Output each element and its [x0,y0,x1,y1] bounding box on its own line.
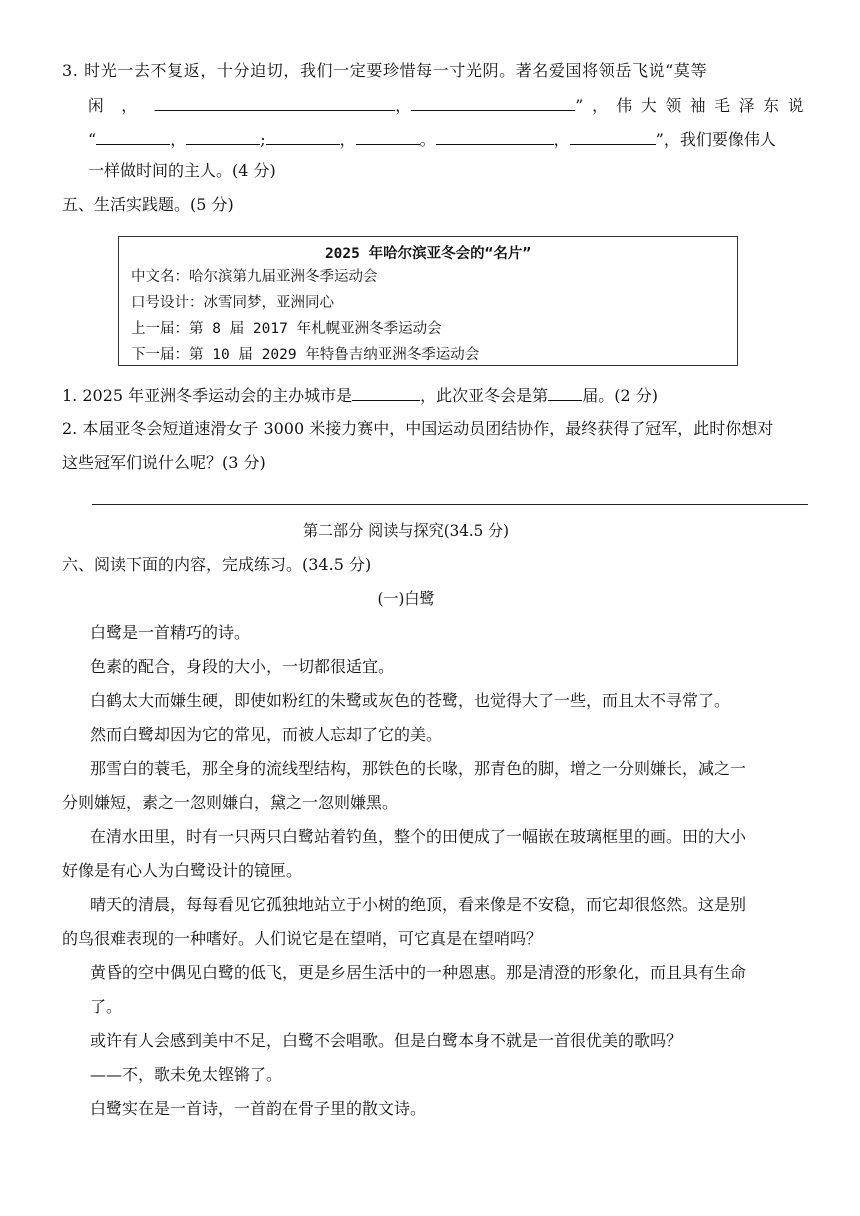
paragraph: 那雪白的蓑毛，那全身的流线型结构，那铁色的长喙，那青色的脚，增之一分则嫌长，减之一 [90,759,747,778]
answer-blank[interactable] [436,128,554,145]
answer-line[interactable] [92,504,808,505]
paragraph: 白鹭是一首精巧的诗。 [90,623,251,642]
answer-blank-edition[interactable] [548,384,582,401]
paragraph-cont: 好像是有心人为白鹭设计的镜匣。 [62,861,303,880]
q3-line4: 一样做时间的主人。(4 分) [88,161,276,180]
answer-blank[interactable] [266,128,340,145]
q3-line2-text: 闲， [88,96,155,115]
paragraph: 在清水田里，时有一只两只白鹭站着钓鱼，整个的田便成了一幅嵌在玻璃框里的画。田的大小 [90,827,747,846]
answer-blank[interactable] [356,128,420,145]
section5-q2-line1: 2. 本届亚冬会短道速滑女子 3000 米接力赛中，中国运动员团结协作，最终获得了冠军，此时你想对 [62,419,774,438]
answer-blank-city[interactable] [352,384,420,401]
q1-text-mid: ，此次亚冬会是第 [420,386,549,405]
answer-blank[interactable] [411,94,575,111]
q3-line2-sep: ， [395,96,411,115]
paragraph: 或许有人会感到美中不足，白鹭不会唱歌。但是白鹭本身不就是一首很优美的歌吗？ [90,1031,683,1050]
card-row-slogan: 口号设计：冰雪同梦，亚洲同心 [131,295,334,311]
paragraph-cont: 的鸟很难表现的一种嗜好。人们说它是在望哨，可它真是在望哨吗？ [62,929,543,948]
paragraph: 然而白鹭却因为它的常见，而被人忘却了它的美。 [90,725,443,744]
card-row-previous: 上一届：第 8 届 2017 年札幌亚洲冬季运动会 [131,321,442,337]
asian-winter-games-card [118,236,738,366]
paragraph-cont: 分则嫌短，素之一忽则嫌白，黛之一忽则嫌黑。 [62,793,399,812]
q3-line2 [88,94,812,117]
section5-heading: 五、生活实践题。(5 分) [62,195,234,214]
part2-title: 第二部分 阅读与探究(34.5 分) [302,521,510,540]
passage-title: (一)白鹭 [377,589,435,608]
section5-q2-line2: 这些冠军们说什么呢？(3 分) [62,453,266,472]
q3-period: 。 [419,130,436,149]
paragraph: 白鹭实在是一首诗，一首韵在骨子里的散文诗。 [90,1099,427,1118]
card-row-name: 中文名：哈尔滨第九届亚洲冬季运动会 [131,269,378,285]
quote-open: “ [88,130,97,149]
answer-blank[interactable] [186,128,260,145]
card-title: 2025 年哈尔滨亚冬会的“名片” [324,246,532,262]
q3-line1: 3. 时光一去不复返，十分迫切，我们一定要珍惜每一寸光阴。著名爱国将领岳飞说“莫等 [62,61,708,80]
paragraph: ——不，歌未免太铿锵了。 [90,1065,283,1084]
paragraph-cont: 了。 [90,997,123,1016]
q3-comma: ， [339,130,356,149]
answer-blank[interactable] [155,94,396,111]
q3-comma: ， [170,130,187,149]
section5-q1 [62,384,658,407]
q1-text: 1. 2025 年亚洲冬季运动会的主办城市是 [62,386,353,405]
q3-line3-end: ”，我们要像伟人 [655,130,776,149]
paragraph: 黄昏的空中偶见白鹭的低飞，更是乡居生活中的一种恩惠。那是清澄的形象化，而且具有生命 [90,963,747,982]
section6-heading: 六、阅读下面的内容，完成练习。(34.5 分) [62,555,372,574]
paragraph: 晴天的清晨，每每看见它孤独地站立于小树的绝顶，看来像是不安稳，而它却很悠然。这是别 [90,895,747,914]
paragraph: 白鹤太大而嫌生硬，即使如粉红的朱鹭或灰色的苍鹭，也觉得大了一些，而且太不寻常了。 [90,691,731,710]
q3-comma: ， [553,130,570,149]
q1-text-end: 届。(2 分) [582,386,658,405]
q3-line2-end: ”，伟大领袖毛泽东说 [575,96,813,115]
answer-blank[interactable] [96,128,170,145]
paragraph: 色素的配合，身段的大小，一切都很适宜。 [90,657,395,676]
card-row-next: 下一届：第 10 届 2029 年特鲁吉纳亚洲冬季运动会 [131,347,480,363]
q3-line3 [88,128,776,151]
q3-semicolon: ; [260,130,266,149]
answer-blank[interactable] [570,128,656,145]
